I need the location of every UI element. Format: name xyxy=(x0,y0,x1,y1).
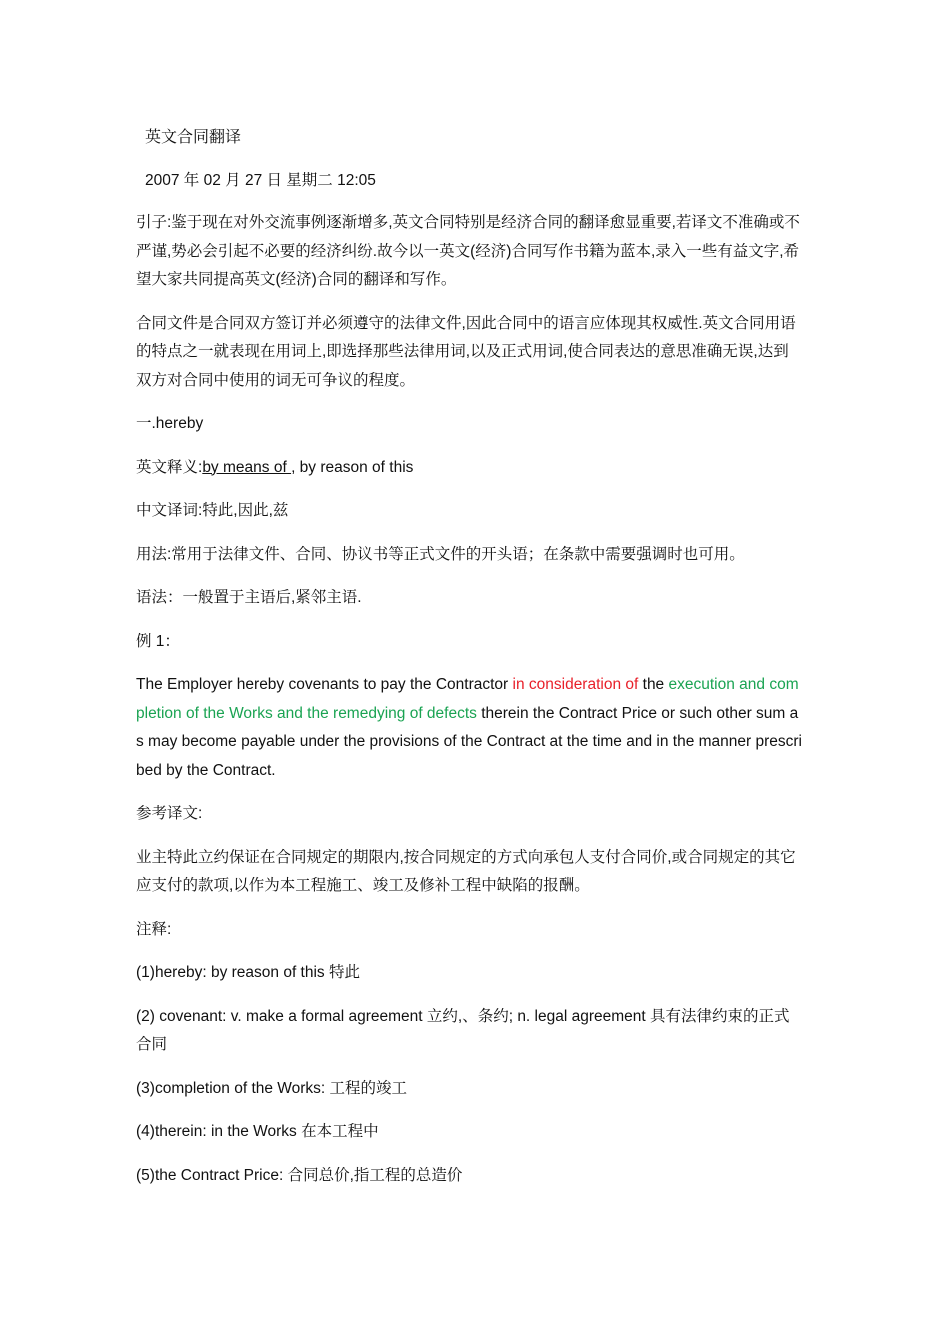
document-date: 2007 年 02 月 27 日 星期二 12:05 xyxy=(145,171,376,189)
english-definition-rest: , by reason of this xyxy=(291,458,414,476)
notes-label: 注释: xyxy=(136,920,172,938)
example-highlight-green: execution and completion of the Works and the remedying of defects xyxy=(136,676,799,722)
example-sentence xyxy=(136,671,804,785)
document-title: 英文合同翻译 xyxy=(145,129,242,146)
usage-text: 用法:常用于法律文件、合同、协议书等正式文件的开头语；在条款中需要强调时也可用。 xyxy=(136,545,745,563)
example-label: 例 1： xyxy=(136,632,180,650)
intro-paragraph: 引子:鉴于现在对外交流事例逐渐增多,英文合同特别是经济合同的翻译愈显重要,若译文不准确或不严谨,势必会引起不必要的经济纠纷.故今以一英文(经济)合同写作书籍为蓝本,录入一些有益文字,希望大家共同提高英文(经济)合同的翻译和写作。 xyxy=(136,214,800,288)
grammar-text: 语法：一般置于主语后,紧邻主语. xyxy=(136,589,362,606)
english-definition xyxy=(136,454,804,483)
document-body xyxy=(136,124,804,1190)
english-definition-label: 英文释义: xyxy=(136,458,203,476)
note-item: (3)completion of the Works: 工程的竣工 xyxy=(136,1079,408,1097)
note-item: (5)the Contract Price: 合同总价,指工程的总造价 xyxy=(136,1166,463,1184)
note-item: (2) covenant: v. make a formal agreement 立约,、条约; n. legal agreement 具有法律约束的正式合同 xyxy=(136,1007,790,1053)
example-part-1: The Employer hereby covenants to pay the Contractor xyxy=(136,676,513,693)
example-part-2: the xyxy=(638,676,669,693)
section-heading-hereby: 一.hereby xyxy=(136,415,204,432)
reference-translation-text: 业主特此立约保证在合同规定的期限内,按合同规定的方式向承包人支付合同价,或合同规定的其它应支付的款项,以作为本工程施工、竣工及修补工程中缺陷的报酬。 xyxy=(136,848,796,894)
example-part-3: therein the Contract Price or such other sum as may become payable under the provisions of the Contract at the time and in the manner prescribed by the Contract. xyxy=(136,704,802,779)
example-highlight-red: in consideration of xyxy=(512,676,639,693)
by-means-of-link[interactable]: by means of xyxy=(202,458,292,476)
chinese-definition: 中文译词:特此,因此,兹 xyxy=(136,502,289,519)
note-item: (4)therein: in the Works 在本工程中 xyxy=(136,1123,379,1140)
reference-translation-label: 参考译文: xyxy=(136,805,203,822)
paragraph-contract-language: 合同文件是合同双方签订并必须遵守的法律文件,因此合同中的语言应体现其权威性.英文合同用语的特点之一就表现在用词上,即选择那些法律用词,以及正式用词,使合同表达的意思准确无误,达到双方对合同中使用的词无可争议的程度。 xyxy=(136,314,796,389)
note-item: (1)hereby: by reason of this 特此 xyxy=(136,964,360,981)
